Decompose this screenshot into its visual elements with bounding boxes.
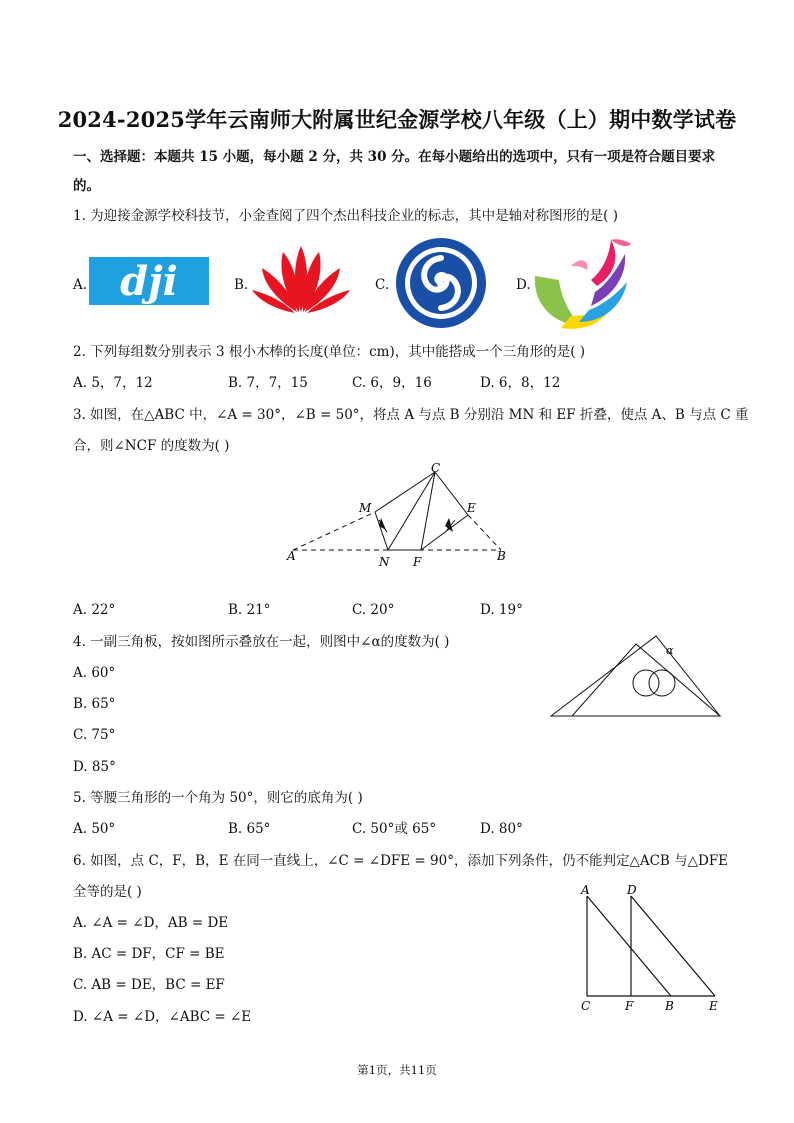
- q5-option-d: D. 80°: [480, 821, 523, 837]
- q1-stem: 1. 为迎接金源学校科技节，小金查阅了四个杰出科技企业的标志，其中是轴对称图形的是( ): [73, 208, 618, 224]
- q4-stem: 4. 一副三角板，按如图所示叠放在一起，则图中∠α的度数为( ): [73, 634, 450, 650]
- q5-stem: 5. 等腰三角形的一个角为 50°，则它的底角为( ): [73, 790, 363, 806]
- q2-stem: 2. 下列每组数分别表示 3 根小木棒的长度(单位：cm)，其中能搭成一个三角形的是( ): [73, 344, 586, 360]
- q6-label-f: F: [625, 999, 634, 1012]
- colorful-ribbon-logo-image: [531, 236, 633, 332]
- q3-folded-triangle-figure: [283, 460, 513, 570]
- q6-label-d: D: [627, 883, 637, 897]
- q4-option-b: B. 65°: [73, 696, 116, 712]
- q1-option-d-label: D.: [516, 277, 531, 293]
- q1-option-b-label: B.: [234, 277, 249, 293]
- q3-option-d: D. 19°: [480, 602, 523, 618]
- dji-logo-text: dji: [120, 258, 178, 305]
- huawei-logo-image: [250, 244, 352, 314]
- q5-option-c: C. 50°或 65°: [352, 821, 437, 837]
- q2-option-b: B. 7，7，15: [228, 375, 308, 391]
- q1-option-c-label: C.: [375, 277, 390, 293]
- q3-label-a: A: [287, 549, 296, 563]
- q4-option-a: A. 60°: [73, 665, 116, 681]
- q2-option-c: C. 6，9，16: [352, 375, 432, 391]
- section-heading-line2: 的。: [73, 178, 100, 194]
- dji-logo-image: [89, 257, 209, 305]
- q4-option-c: C. 75°: [73, 727, 116, 743]
- q3-option-a: A. 22°: [73, 602, 116, 618]
- q5-option-a: A. 50°: [73, 821, 116, 837]
- q3-stem-line1: 3. 如图，在△ABC 中，∠A = 30°，∠B = 50°，将点 A 与点 B 分别沿 MN 和 EF 折叠，使点 A、B 与点 C 重: [73, 407, 749, 423]
- q3-option-b: B. 21°: [228, 602, 271, 618]
- q6-label-c: C: [581, 999, 591, 1012]
- q6-label-b: B: [665, 999, 674, 1012]
- q6-two-right-triangles-figure: [575, 882, 725, 1012]
- page-footer: 第1页，共11页: [357, 1063, 437, 1077]
- q4-alpha-label: α: [666, 644, 674, 657]
- q6-option-a: A. ∠A = ∠D，AB = DE: [73, 915, 229, 931]
- q6-stem-line2: 全等的是( ): [73, 884, 142, 900]
- q2-option-a: A. 5，7，12: [73, 375, 153, 391]
- q3-label-m: M: [359, 501, 372, 515]
- q6-stem-line1: 6. 如图，点 C，F，B，E 在同一直线上，∠C = ∠DFE = 90°，添加下列条件，仍不能判定△ACB 与△DFE: [73, 853, 729, 869]
- q2-option-d: D. 6，8，12: [480, 375, 561, 391]
- q6-option-c: C. AB = DE，BC = EF: [73, 977, 225, 993]
- section-heading-line1: 一、选择题：本题共 15 小题，每小题 2 分，共 30 分。在每小题给出的选项中，只有一项是符合题目要求: [73, 149, 716, 165]
- q3-option-c: C. 20°: [352, 602, 395, 618]
- swirl-circle-logo-image: [391, 236, 491, 330]
- q6-option-d: D. ∠A = ∠D，∠ABC = ∠E: [73, 1009, 252, 1025]
- q4-set-squares-figure: [548, 632, 723, 720]
- q6-label-e: E: [709, 999, 718, 1012]
- q3-stem-line2: 合，则∠NCF 的度数为( ): [73, 438, 230, 454]
- page-title: 2024-2025学年云南师大附属世纪金源学校八年级（上）期中数学试卷: [57, 107, 737, 132]
- q3-label-e: E: [467, 501, 476, 515]
- q5-option-b: B. 65°: [228, 821, 271, 837]
- q6-label-a: A: [581, 883, 590, 897]
- q4-option-d: D. 85°: [73, 759, 116, 775]
- q3-label-n: N: [379, 555, 390, 569]
- q3-label-f: F: [413, 555, 422, 569]
- q1-option-a-label: A.: [73, 277, 88, 293]
- q3-label-b: B: [497, 549, 506, 563]
- q6-option-b: B. AC = DF，CF = BE: [73, 946, 225, 962]
- q3-label-c: C: [431, 461, 441, 475]
